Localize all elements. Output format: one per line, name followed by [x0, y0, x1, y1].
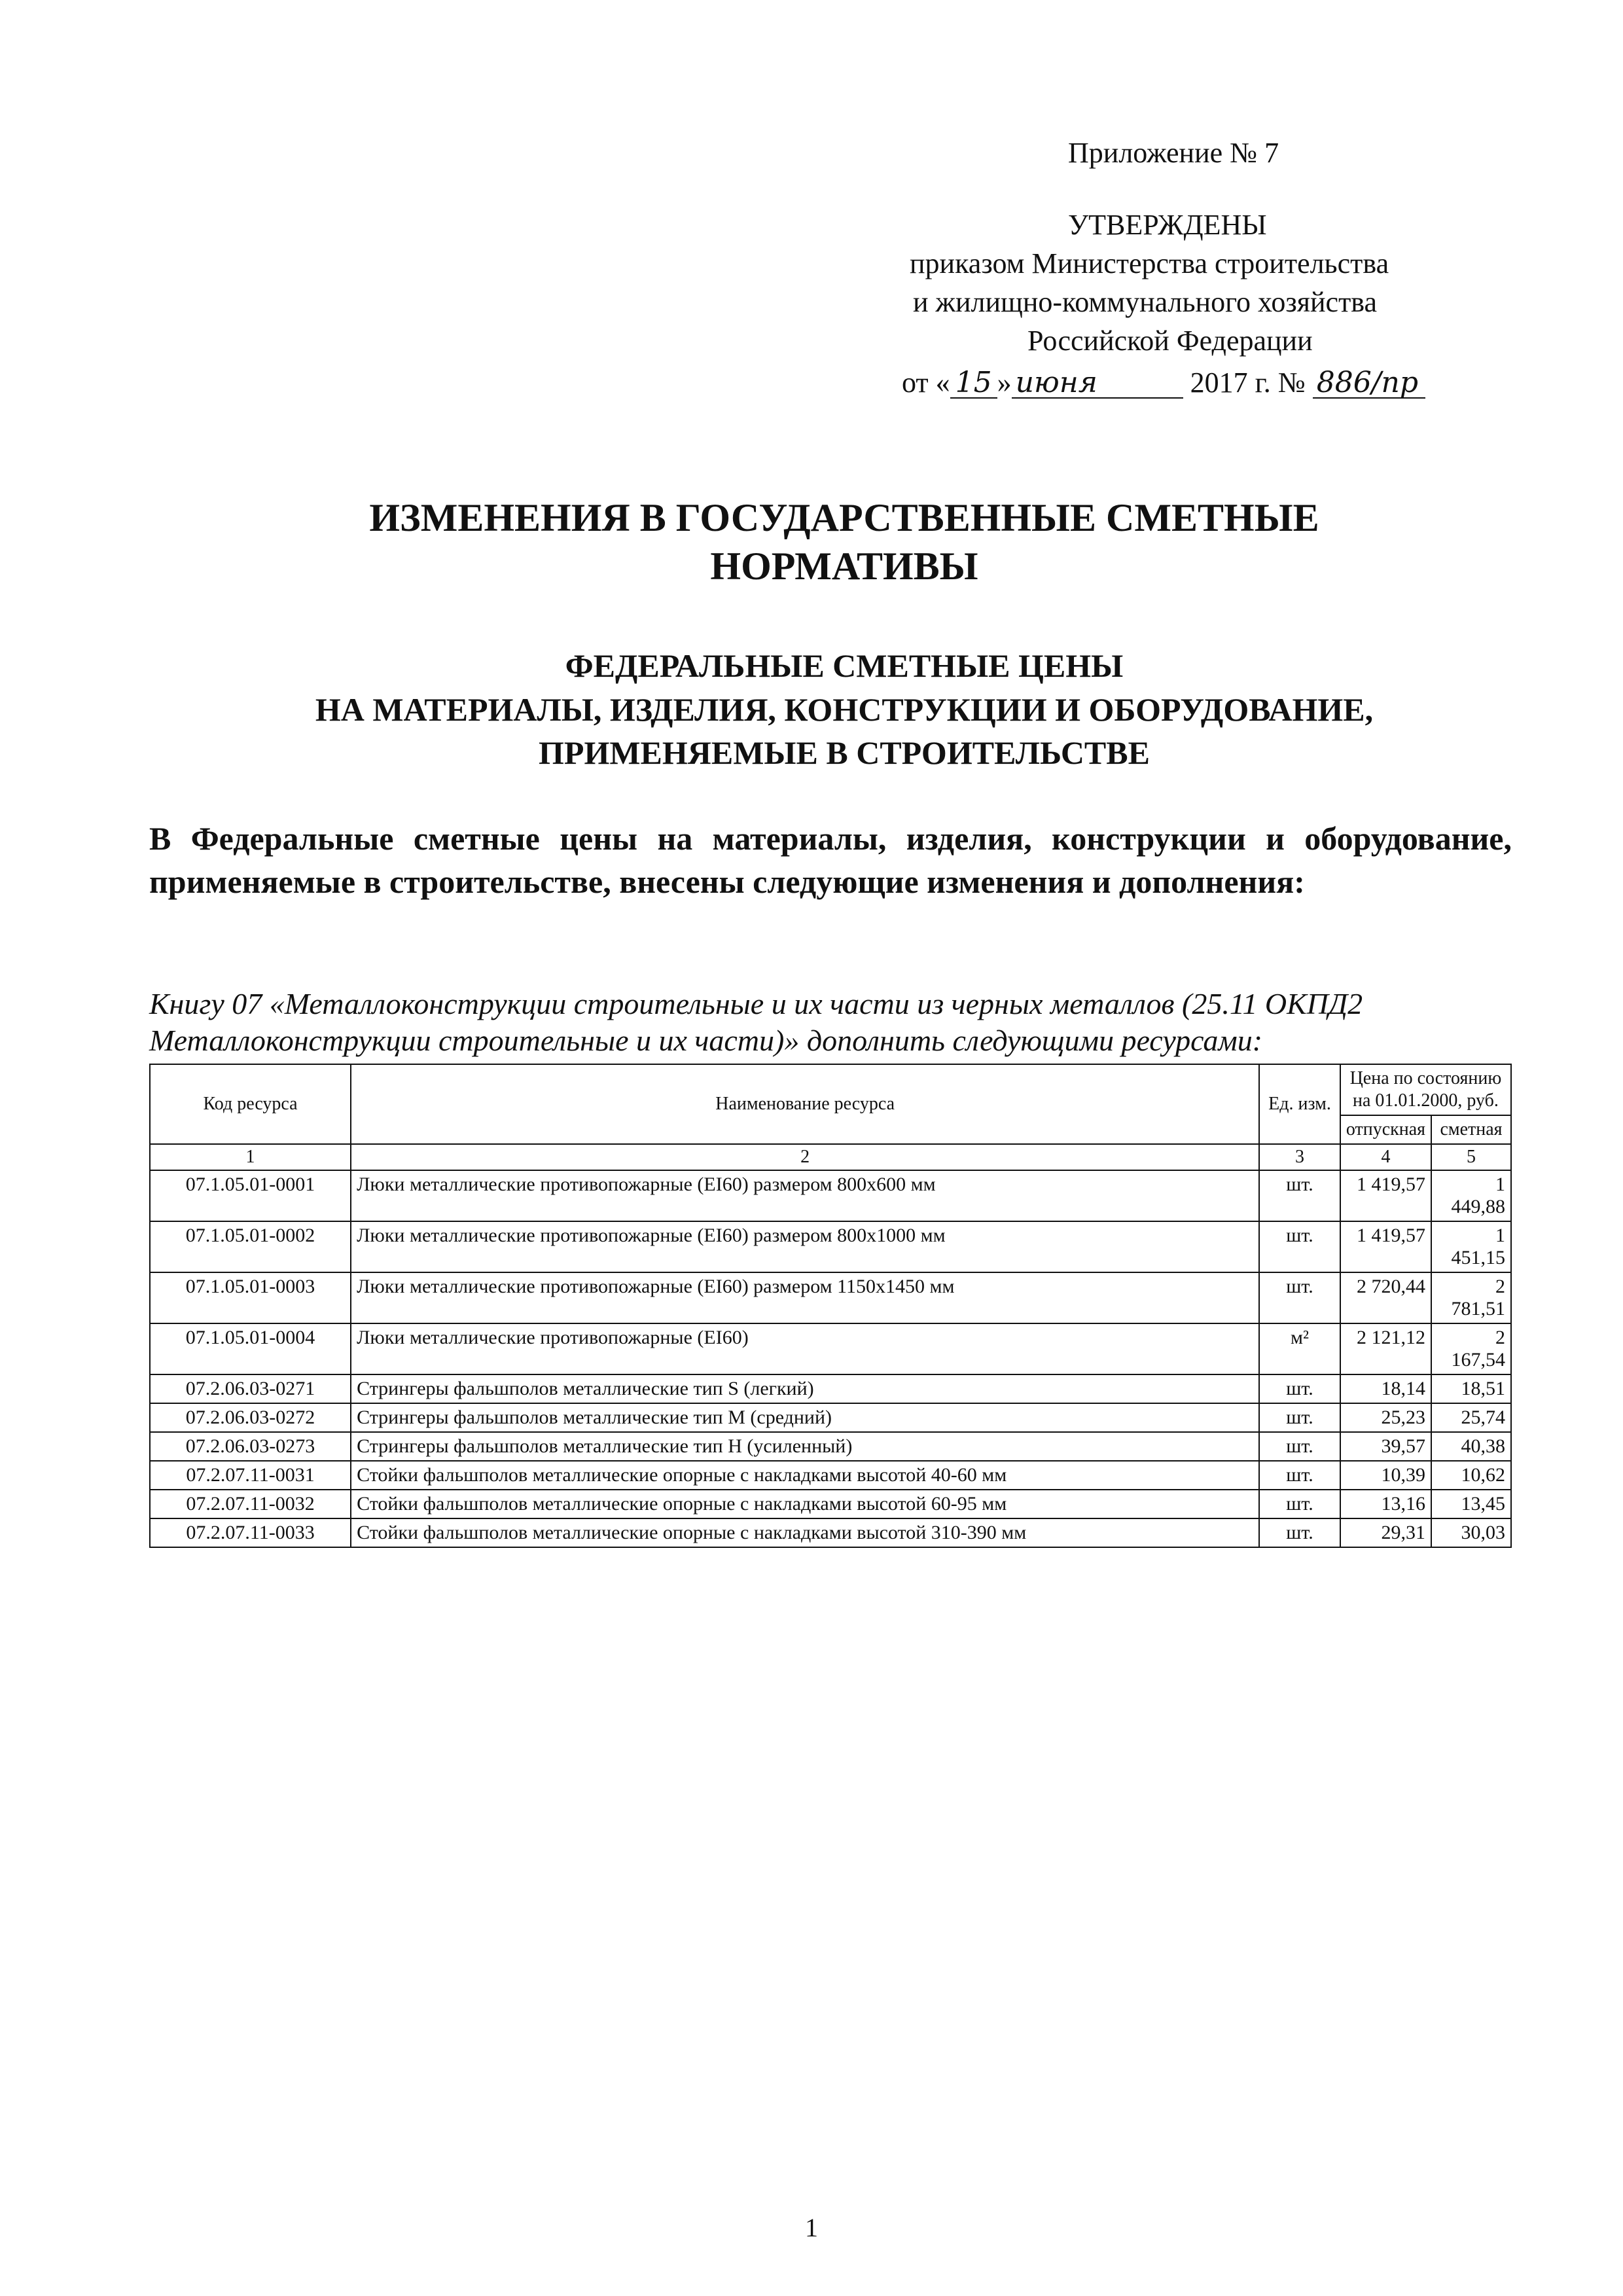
- intro-paragraph: В Федеральные сметные цены на материалы, изделия, конструкции и оборудование, применяемые в строительстве, внесены следующие изменения и дополнения:: [149, 820, 1512, 900]
- estimate-price: 1 451,15: [1431, 1221, 1511, 1272]
- resource-unit: шт.: [1259, 1461, 1340, 1490]
- release-price: 29,31: [1340, 1518, 1431, 1547]
- subtitle-line-2: НА МАТЕРИАЛЫ, ИЗДЕЛИЯ, КОНСТРУКЦИИ И ОБОРУДОВАНИЕ,: [315, 691, 1374, 728]
- release-price: 13,16: [1340, 1490, 1431, 1518]
- resource-name: Стойки фальшполов металлические опорные с накладками высотой 40-60 мм: [351, 1461, 1259, 1490]
- resource-name: Стойки фальшполов металлические опорные с накладками высотой 310-390 мм: [351, 1518, 1259, 1547]
- release-price: 1 419,57: [1340, 1221, 1431, 1272]
- page-number: 1: [805, 2213, 818, 2242]
- column-number: 4: [1340, 1144, 1431, 1170]
- table-row: [150, 1461, 1511, 1490]
- column-number: 5: [1431, 1144, 1511, 1170]
- resource-code: 07.2.07.11-0031: [150, 1461, 351, 1490]
- release-price: 18,14: [1340, 1374, 1431, 1403]
- resource-unit: шт.: [1259, 1432, 1340, 1461]
- resource-unit: шт.: [1259, 1490, 1340, 1518]
- approval-line-3: Российской Федерации: [1027, 325, 1313, 357]
- resource-name: Люки металлические противопожарные (EI60) размером 800х1000 мм: [351, 1221, 1259, 1272]
- header-unit: Ед. изм.: [1259, 1064, 1340, 1144]
- table-row: [150, 1170, 1511, 1221]
- table-row: [150, 1490, 1511, 1518]
- header-name: Наименование ресурса: [351, 1064, 1259, 1144]
- table-row: [150, 1272, 1511, 1323]
- estimate-price: 40,38: [1431, 1432, 1511, 1461]
- header-release: отпускная: [1340, 1115, 1431, 1144]
- handwritten-day: 15: [950, 368, 997, 399]
- resource-unit: шт.: [1259, 1272, 1340, 1323]
- approval-line-1: приказом Министерства строительства: [910, 247, 1389, 279]
- subtitle-line-1: ФЕДЕРАЛЬНЫЕ СМЕТНЫЕ ЦЕНЫ: [565, 647, 1124, 684]
- resource-code: 07.2.06.03-0272: [150, 1403, 351, 1432]
- resource-unit: шт.: [1259, 1221, 1340, 1272]
- table-row: [150, 1432, 1511, 1461]
- handwritten-month: июня: [1012, 368, 1183, 399]
- release-price: 10,39: [1340, 1461, 1431, 1490]
- header-price-group: Цена по состоянию на 01.01.2000, руб.: [1340, 1064, 1511, 1115]
- resource-unit: шт.: [1259, 1374, 1340, 1403]
- release-price: 2 121,12: [1340, 1323, 1431, 1374]
- approval-date-line: [902, 364, 1425, 402]
- estimate-price: 2 167,54: [1431, 1323, 1511, 1374]
- resource-code: 07.2.06.03-0271: [150, 1374, 351, 1403]
- resource-unit: шт.: [1259, 1403, 1340, 1432]
- estimate-price: 13,45: [1431, 1490, 1511, 1518]
- release-price: 1 419,57: [1340, 1170, 1431, 1221]
- release-price: 25,23: [1340, 1403, 1431, 1432]
- resource-unit: шт.: [1259, 1170, 1340, 1221]
- resource-name: Стрингеры фальшполов металлические тип Н (усиленный): [351, 1432, 1259, 1461]
- table-row: [150, 1374, 1511, 1403]
- estimate-price: 30,03: [1431, 1518, 1511, 1547]
- column-number: 3: [1259, 1144, 1340, 1170]
- release-price: 2 720,44: [1340, 1272, 1431, 1323]
- estimate-price: 25,74: [1431, 1403, 1511, 1432]
- resource-code: 07.1.05.01-0001: [150, 1170, 351, 1221]
- column-number: 1: [150, 1144, 351, 1170]
- resource-name: Стойки фальшполов металлические опорные с накладками высотой 60-95 мм: [351, 1490, 1259, 1518]
- year-text: 2017 г. №: [1190, 367, 1306, 399]
- table-row: [150, 1221, 1511, 1272]
- release-price: 39,57: [1340, 1432, 1431, 1461]
- handwritten-order-number: 886/пр: [1313, 368, 1425, 399]
- resource-name: Люки металлические противопожарные (EI60): [351, 1323, 1259, 1374]
- resource-code: 07.1.05.01-0002: [150, 1221, 351, 1272]
- approval-line-2: и жилищно-коммунального хозяйства: [913, 286, 1378, 318]
- approved-label: УТВЕРЖДЕНЫ: [1068, 209, 1267, 241]
- resource-code: 07.1.05.01-0004: [150, 1323, 351, 1374]
- resource-code: 07.2.06.03-0273: [150, 1432, 351, 1461]
- resource-name: Люки металлические противопожарные (EI60) размером 1150х1450 мм: [351, 1272, 1259, 1323]
- resource-name: Люки металлические противопожарные (EI60) размером 800х600 мм: [351, 1170, 1259, 1221]
- resource-name: Стрингеры фальшполов металлические тип S (легкий): [351, 1374, 1259, 1403]
- resource-code: 07.2.07.11-0032: [150, 1490, 351, 1518]
- appendix-label: Приложение № 7: [1068, 137, 1279, 169]
- resource-code: 07.1.05.01-0003: [150, 1272, 351, 1323]
- table-row: [150, 1323, 1511, 1374]
- resource-unit: шт.: [1259, 1518, 1340, 1547]
- estimate-price: 1 449,88: [1431, 1170, 1511, 1221]
- main-title-line-2: НОРМАТИВЫ: [710, 545, 978, 588]
- subtitle-line-3: ПРИМЕНЯЕМЫЕ В СТРОИТЕЛЬСТВЕ: [539, 734, 1150, 771]
- resource-code: 07.2.07.11-0033: [150, 1518, 351, 1547]
- main-title-line-1: ИЗМЕНЕНИЯ В ГОСУДАРСТВЕННЫЕ СМЕТНЫЕ: [369, 496, 1319, 539]
- header-estimate: сметная: [1431, 1115, 1511, 1144]
- estimate-price: 10,62: [1431, 1461, 1511, 1490]
- date-mid: »: [997, 367, 1012, 399]
- header-code: Код ресурса: [150, 1064, 351, 1144]
- estimate-price: 18,51: [1431, 1374, 1511, 1403]
- resource-name: Стрингеры фальшполов металлические тип М (средний): [351, 1403, 1259, 1432]
- column-number-row: [150, 1144, 1511, 1170]
- table-row: [150, 1518, 1511, 1547]
- resource-unit: м²: [1259, 1323, 1340, 1374]
- book-note: Книгу 07 «Металлоконструкции строительные и их части из черных металлов (25.11 ОКПД2 Металлоконструкции строительные и их части)» дополнить следующими ресурсами:: [149, 987, 1363, 1057]
- estimate-price: 2 781,51: [1431, 1272, 1511, 1323]
- date-prefix: от «: [902, 367, 950, 399]
- resource-table: [149, 1064, 1512, 1548]
- table-row: [150, 1403, 1511, 1432]
- column-number: 2: [351, 1144, 1259, 1170]
